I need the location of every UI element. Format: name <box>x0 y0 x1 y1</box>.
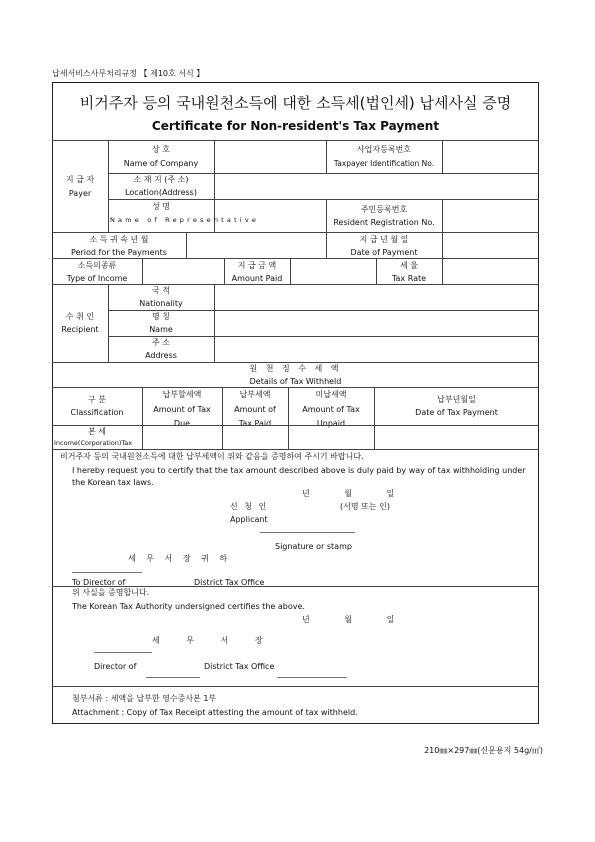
to-director-en-box <box>52 576 539 586</box>
rate-field[interactable] <box>443 259 538 283</box>
period-label-ko: 소 득 귀 속 년 월 <box>89 235 149 244</box>
income-type-label-ko: 소득의종류 <box>77 261 117 270</box>
company-label-en: Name of Company <box>123 159 199 168</box>
cert-date: 년 월 일 <box>302 615 401 624</box>
paid-label-ko: 납부세액 <box>239 390 271 399</box>
cert-office-en: District Tax Office <box>204 662 275 671</box>
cert-seal-line <box>277 677 347 678</box>
recipient-name-label-ko: 명 칭 <box>152 312 170 321</box>
unpaid-label-en: Amount of Tax Unpaid <box>302 405 360 428</box>
signature-line <box>260 532 355 533</box>
rrn-field[interactable] <box>443 200 538 231</box>
sign-label-ko: (서명 또는 인) <box>340 502 390 511</box>
divider <box>52 387 539 388</box>
request-date: 년 월 일 <box>302 489 401 498</box>
cert-office-line-2 <box>146 677 200 678</box>
divider <box>52 362 539 363</box>
cert-office-line <box>94 652 152 653</box>
rep-name-label-en: Name of Representative <box>110 216 260 224</box>
paydate-label-en: Date of Payment <box>350 248 418 257</box>
paydate2-label-ko: 납부년월일 <box>437 395 476 404</box>
company-label-ko: 상 호 <box>152 145 170 154</box>
payer-group-en: Payer <box>68 189 92 198</box>
office-line <box>72 572 142 573</box>
nationality-field[interactable] <box>215 285 538 309</box>
title-english: Certificate for Non-resident's Tax Payment <box>151 119 440 133</box>
cert-text-ko: 위 사실을 증명합니다. <box>72 588 150 597</box>
amount-field[interactable] <box>291 259 375 283</box>
nationality-label-ko: 국 적 <box>152 286 170 295</box>
payer-group-ko: 지 급 자 <box>65 175 95 184</box>
divider <box>326 140 327 173</box>
tin-label-en: Taxpayer Identification No. <box>333 159 435 168</box>
due-label-en: Amount of Tax Due <box>153 405 211 428</box>
divider <box>108 284 109 362</box>
paydate2-label-en: Date of Tax Payment <box>415 408 498 417</box>
divider <box>52 449 539 450</box>
applicant-label-en: Applicant <box>230 515 268 524</box>
paper-size: 210㎜×297㎜(신문용지 54g/㎡) <box>424 746 543 755</box>
unpaid-label-ko: 미납세액 <box>315 390 347 399</box>
paydate-field[interactable] <box>443 233 538 257</box>
recipient-name-label-en: Name <box>149 325 173 334</box>
rrn-label-en: Resident Registration No. <box>333 218 435 227</box>
rep-name-field[interactable] <box>215 200 325 231</box>
attachment-ko: 첨부서류 : 세액을 납부한 영수증사본 1부 <box>72 694 217 703</box>
tax-paid-field[interactable] <box>223 426 287 448</box>
divider <box>52 586 539 587</box>
tax-due-field[interactable] <box>143 426 221 448</box>
rep-name-label-ko: 성 명 <box>152 202 170 211</box>
to-director-en: To Director of <box>72 578 126 587</box>
sign-label-en: Signature or stamp <box>275 542 352 551</box>
cert-text-en: The Korean Tax Authority undersigned certifies the above. <box>72 602 305 611</box>
paydate-label-ko: 지 급 년 월 일 <box>359 235 409 244</box>
company-field[interactable] <box>215 141 325 172</box>
rrn-label-ko: 주민등록번호 <box>360 205 408 214</box>
withheld-header-en: Details of Tax Withheld <box>249 377 342 386</box>
tin-field[interactable] <box>443 141 538 172</box>
applicant-label-ko: 신 청 인 <box>230 502 269 511</box>
rep-name-label-en-box <box>110 216 260 230</box>
nationality-label-en: Nationality <box>139 299 183 308</box>
location-label-ko: 소 재 지 (주 소) <box>133 175 189 184</box>
divider <box>326 199 327 232</box>
location-label-en: Location(Address) <box>125 188 197 197</box>
tin-label-ko: 사업자등록번호 <box>356 145 412 154</box>
regulation-label: 납세서비스사무처리규정 【 제10호 서식 】 <box>52 69 205 78</box>
location-field[interactable] <box>215 174 538 198</box>
class-label-en: Classification <box>70 408 124 417</box>
recipient-address-label-ko: 주 소 <box>152 338 170 347</box>
to-office-en: District Tax Office <box>194 578 265 587</box>
cert-head-ko: 세 무 서 장 <box>152 636 275 645</box>
request-text-ko: 비거주자 등의 국내원천소득에 대한 납부세액이 위와 같음을 증명하여 주시기 바랍니다. <box>60 452 364 461</box>
recipient-group-en: Recipient <box>61 325 99 334</box>
cert-director-en: Director of <box>94 662 137 671</box>
class-label-ko: 구 분 <box>88 395 106 404</box>
main-tax-label-ko: 본 세 <box>88 427 106 436</box>
attachment-en: Attachment : Copy of Tax Receipt attesting the amount of tax withheld. <box>72 708 358 717</box>
request-text-en: I hereby request you to certify that the tax amount described above is duly paid by way of tax withholding under the Korean tax laws. <box>72 466 526 487</box>
rate-label-en: Tax Rate <box>391 274 427 283</box>
title-korean: 비거주자 등의 국내원천소득에 대한 소득세(법인세) 납세사실 증명 <box>79 94 512 112</box>
recipient-address-field[interactable] <box>215 337 538 361</box>
tax-unpaid-field[interactable] <box>289 426 373 448</box>
divider <box>52 686 539 687</box>
to-director-ko: 세 무 서 장 귀 하 <box>128 554 232 563</box>
income-type-label-en: Type of Income <box>66 274 128 283</box>
income-type-field[interactable] <box>143 259 223 283</box>
period-field[interactable] <box>187 233 325 257</box>
withheld-header-ko: 원 천 징 수 세 액 <box>249 364 342 373</box>
rate-label-ko: 세 율 <box>400 261 418 270</box>
paid-label-en: Amount of Tax Paid <box>234 405 276 428</box>
recipient-address-label-en: Address <box>145 351 177 360</box>
due-label-ko: 납부할세액 <box>162 390 202 399</box>
recipient-name-field[interactable] <box>215 311 538 335</box>
period-label-en: Period for the Payments <box>71 248 167 257</box>
recipient-group-ko: 수 취 인 <box>65 312 95 321</box>
amount-label-en: Amount Paid <box>231 274 283 283</box>
tax-paydate-field[interactable] <box>375 426 538 448</box>
amount-label-ko: 지 급 금 액 <box>237 261 277 270</box>
main-tax-label-en: Income(Corporation)Tax <box>54 439 133 447</box>
